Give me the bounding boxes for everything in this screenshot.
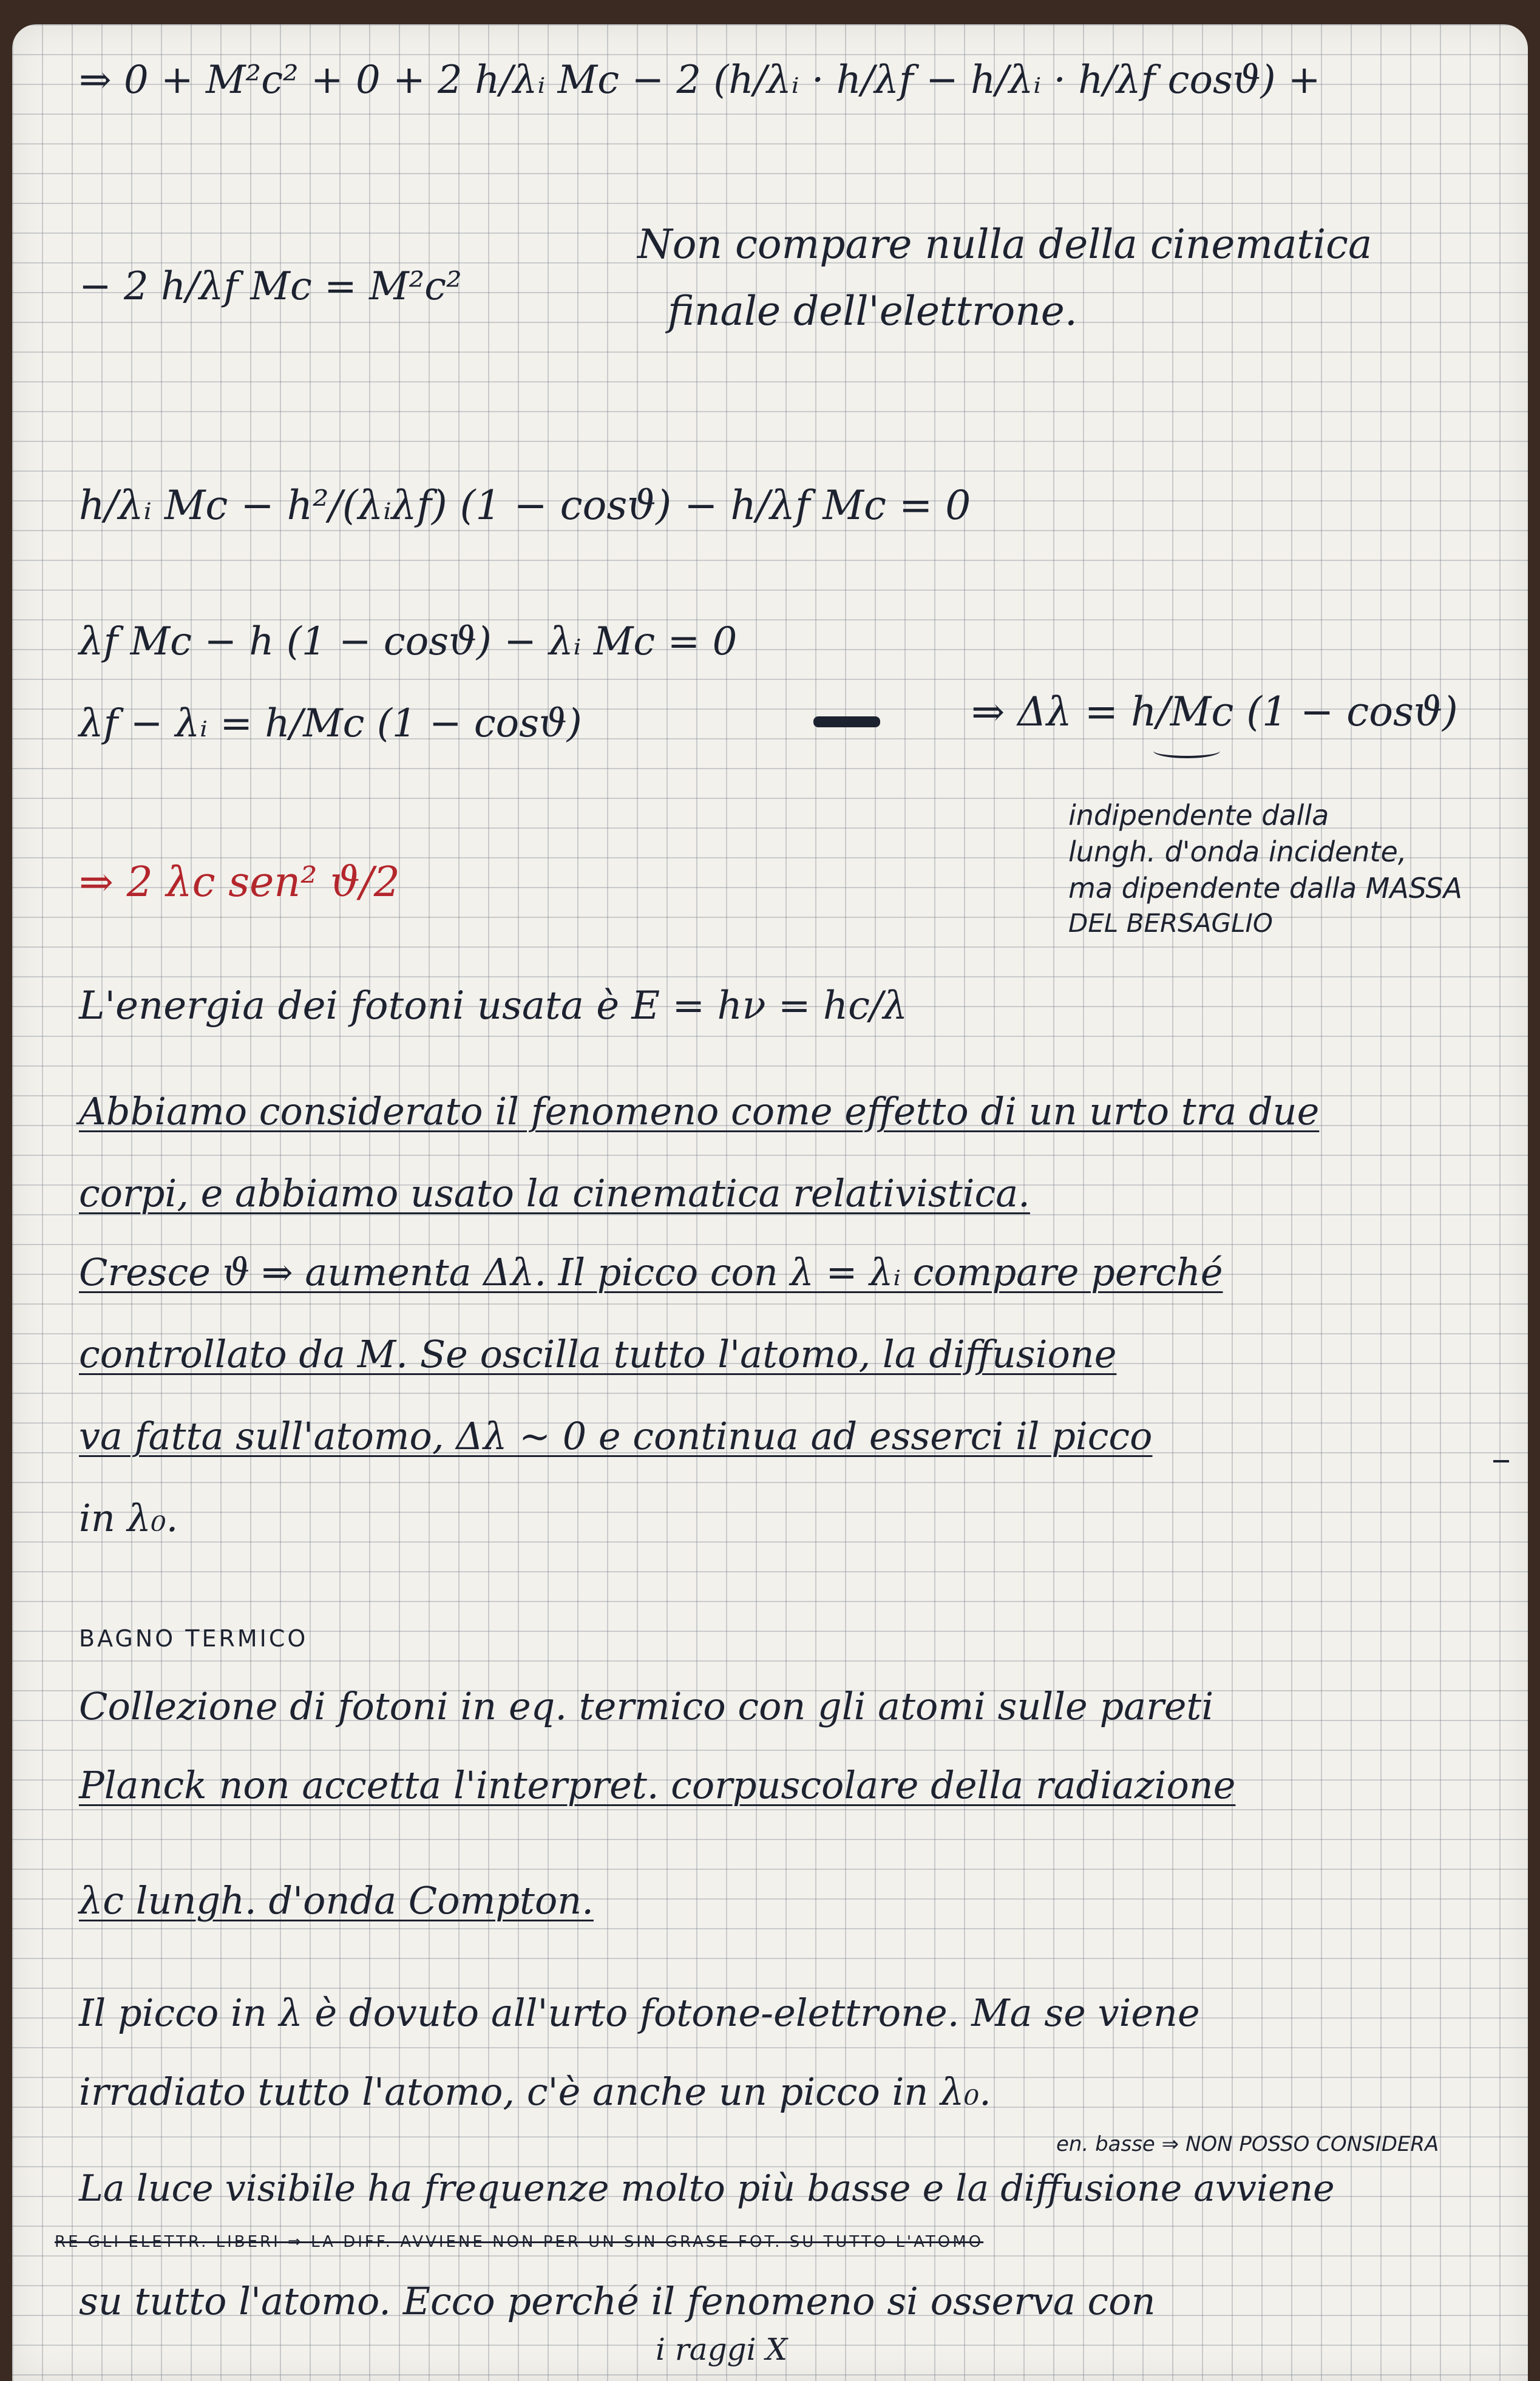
note-cinematica-2: finale dell'elettrone.: [668, 288, 1077, 335]
scribble-mark: [813, 716, 880, 727]
equation-line-5: λf − λᵢ = h/Mc (1 − cosϑ): [79, 701, 582, 746]
paragraph-line-5: va fatta sull'atomo, Δλ ~ 0 e continua ad esserci il picco: [79, 1414, 1153, 1458]
paragraph-line-6: in λ₀.: [79, 1496, 178, 1540]
brace-under-mc: [1153, 744, 1220, 758]
equation-compton-red: ⇒ 2 λc sen² ϑ/2: [79, 858, 400, 906]
paragraph-line-12: La luce visibile ha frequenze molto più basse e la diffusione avviene: [79, 2167, 1335, 2210]
margin-tick: [1493, 1460, 1509, 1462]
annotation-line-3: ma dipendente dalla MASSA: [1068, 872, 1463, 905]
equation-line-1: ⇒ 0 + M²c² + 0 + 2 h/λᵢ Mc − 2 (h/λᵢ · h/λf − h/λᵢ · h/λf cosϑ) +: [79, 58, 1321, 103]
paragraph-line-10: Il picco in λ è dovuto all'urto fotone-elettrone. Ma se viene: [79, 1991, 1200, 2035]
paragraph-line-4: controllato da M. Se oscilla tutto l'atomo, la diffusione: [79, 1332, 1117, 1376]
paragraph-line-3: Cresce ϑ ⇒ aumenta Δλ. Il picco con λ = λᵢ compare perché: [79, 1250, 1223, 1294]
paragraph-line-8: Planck non accetta l'interpret. corpuscolare della radiazione: [79, 1763, 1236, 1807]
note-elettroni-liberi: RE GLI ELETTR. LIBERI ⇒ LA DIFF. AVVIENE NON PER UN SIN GRASE FOT. SU TUTTO L'ATOMO: [55, 2233, 984, 2251]
equation-line-2: − 2 h/λf Mc = M²c²: [79, 264, 462, 309]
paragraph-line-11: irradiato tutto l'atomo, c'è anche un picco in λ₀.: [79, 2070, 991, 2114]
note-cinematica: Non compare nulla della cinematica: [637, 221, 1372, 268]
paragraph-line-9: λc lungh. d'onda Compton.: [79, 1878, 594, 1923]
annotation-line-2: lungh. d'onda incidente,: [1068, 835, 1407, 868]
equation-line-4: λf Mc − h (1 − cosϑ) − λᵢ Mc = 0: [79, 619, 738, 664]
paragraph-line-7: Collezione di fotoni in eq. termico con gli atomi sulle pareti: [79, 1684, 1214, 1728]
equation-line-3: h/λᵢ Mc − h²/(λᵢλf) (1 − cosϑ) − h/λf Mc = 0: [79, 482, 971, 529]
equation-delta-lambda: ⇒ Δλ = h/Mc (1 − cosϑ): [971, 688, 1458, 735]
paragraph-line-14: su tutto l'atomo. Ecco perché il fenomeno si osserva con: [79, 2279, 1156, 2323]
notebook-page: [12, 24, 1528, 2381]
equation-energy: L'energia dei fotoni usata è E = hν = hc/λ: [79, 983, 908, 1028]
paragraph-line-2: corpi, e abbiamo usato la cinematica relativistica.: [79, 1171, 1030, 1215]
annotation-line-4: DEL BERSAGLIO: [1068, 908, 1273, 938]
note-en-basse: en. basse ⇒ NON POSSO CONSIDERA: [1056, 2132, 1439, 2156]
heading-bagno-termico: BAGNO TERMICO: [79, 1625, 308, 1652]
paragraph-line-15: i raggi X: [656, 2332, 788, 2367]
paragraph-line-1: Abbiamo considerato il fenomeno come effetto di un urto tra due: [79, 1089, 1320, 1133]
annotation-line-1: indipendente dalla: [1068, 799, 1329, 832]
